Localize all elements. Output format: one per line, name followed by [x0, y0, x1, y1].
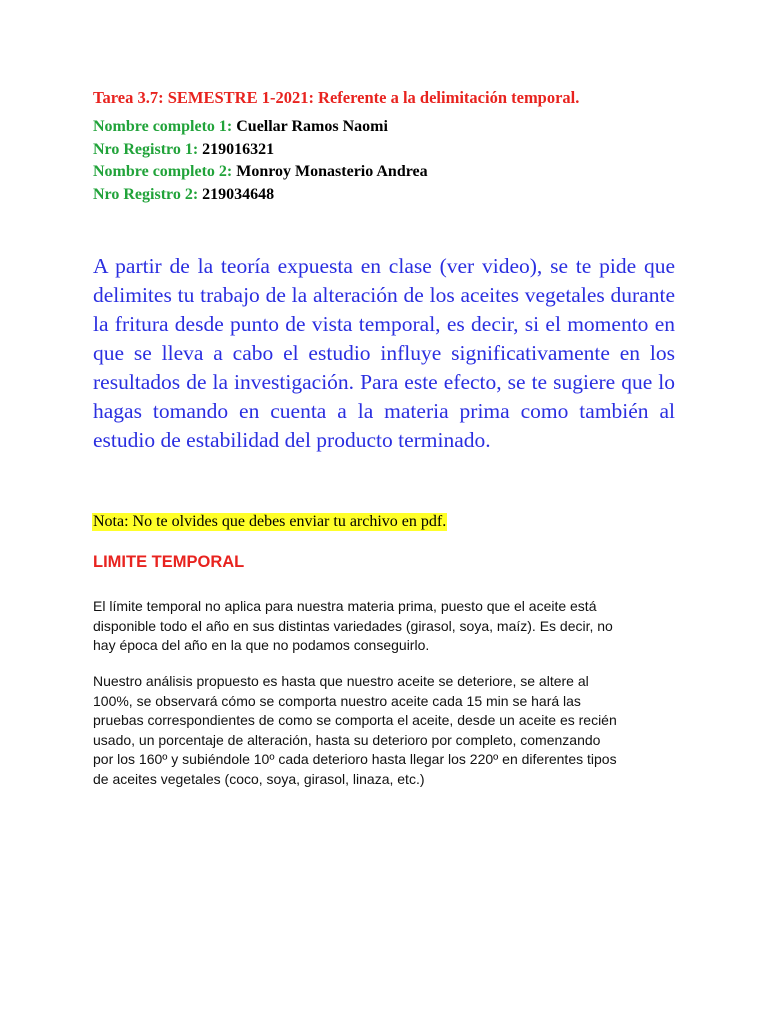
student-1-registry-value: 219016321: [202, 141, 275, 158]
student-2-name-label: Nombre completo 2:: [93, 163, 233, 180]
section-heading: LIMITE TEMPORAL: [93, 553, 245, 571]
paragraph-line: disponible todo el año en sus distintas variedades (girasol, soya, maíz). Es decir, no: [93, 617, 613, 634]
paragraph-line: por los 160º y subiéndole 10º cada deterioro hasta llegar los 220º en diferentes tipos: [93, 751, 617, 767]
student-1-name-row: [93, 118, 388, 136]
student-2-registry-value: 219034648: [202, 186, 275, 203]
student-1-registry-row: [93, 141, 274, 159]
student-1-registry-label: Nro Registro 1:: [93, 141, 199, 158]
student-1-name-value: Cuellar Ramos Naomi: [236, 118, 388, 135]
paragraph-line: hay época del año en la que no podamos conseguirlo.: [93, 637, 430, 653]
paragraph-line: usado, un porcentaje de alteración, hasta su deterioro por completo, comenzando: [93, 731, 601, 748]
paragraph-line: 100%, se observará cómo se comporta nuestro aceite cada 15 min se hará las: [93, 692, 581, 709]
student-2-registry-label: Nro Registro 2:: [93, 186, 199, 203]
paragraph-line: Nuestro análisis propuesto es hasta que nuestro aceite se deteriore, se altere al: [93, 673, 589, 689]
submission-note: Nota: No te olvides que debes enviar tu archivo en pdf.: [93, 513, 447, 530]
assignment-prompt: A partir de la teoría expuesta en clase (ver video), se te pide que delimites tu trabajo de la alteración de los aceites vegetales durante la fritura desde punto de vista temporal, es decir, si el momento en que se lleva a cabo el estudio influye significativamente en los resultados de la investigación. Para este efecto, se te sugiere que lo hagas tomando en cuenta a la materia prima como también al estudio de estabilidad del producto terminado.: [93, 254, 675, 452]
paragraph-line: pruebas correspondientes de como se comporta el aceite, desde un aceite es recién: [93, 712, 617, 728]
paragraph-line: El límite temporal no aplica para nuestra materia prima, puesto que el aceite está: [93, 598, 597, 614]
paragraph-analysis: [93, 672, 617, 789]
assignment-title: Tarea 3.7: SEMESTRE 1-2021: Referente a la delimitación temporal.: [93, 88, 580, 107]
student-2-name-value: Monroy Monasterio Andrea: [236, 163, 428, 180]
student-2-registry-row: [93, 186, 274, 204]
paragraph-line: de aceites vegetales (coco, soya, girasol, linaza, etc.): [93, 770, 425, 787]
student-2-name-row: [93, 163, 428, 181]
paragraph-raw-material: [93, 597, 613, 656]
student-1-name-label: Nombre completo 1:: [93, 118, 233, 135]
